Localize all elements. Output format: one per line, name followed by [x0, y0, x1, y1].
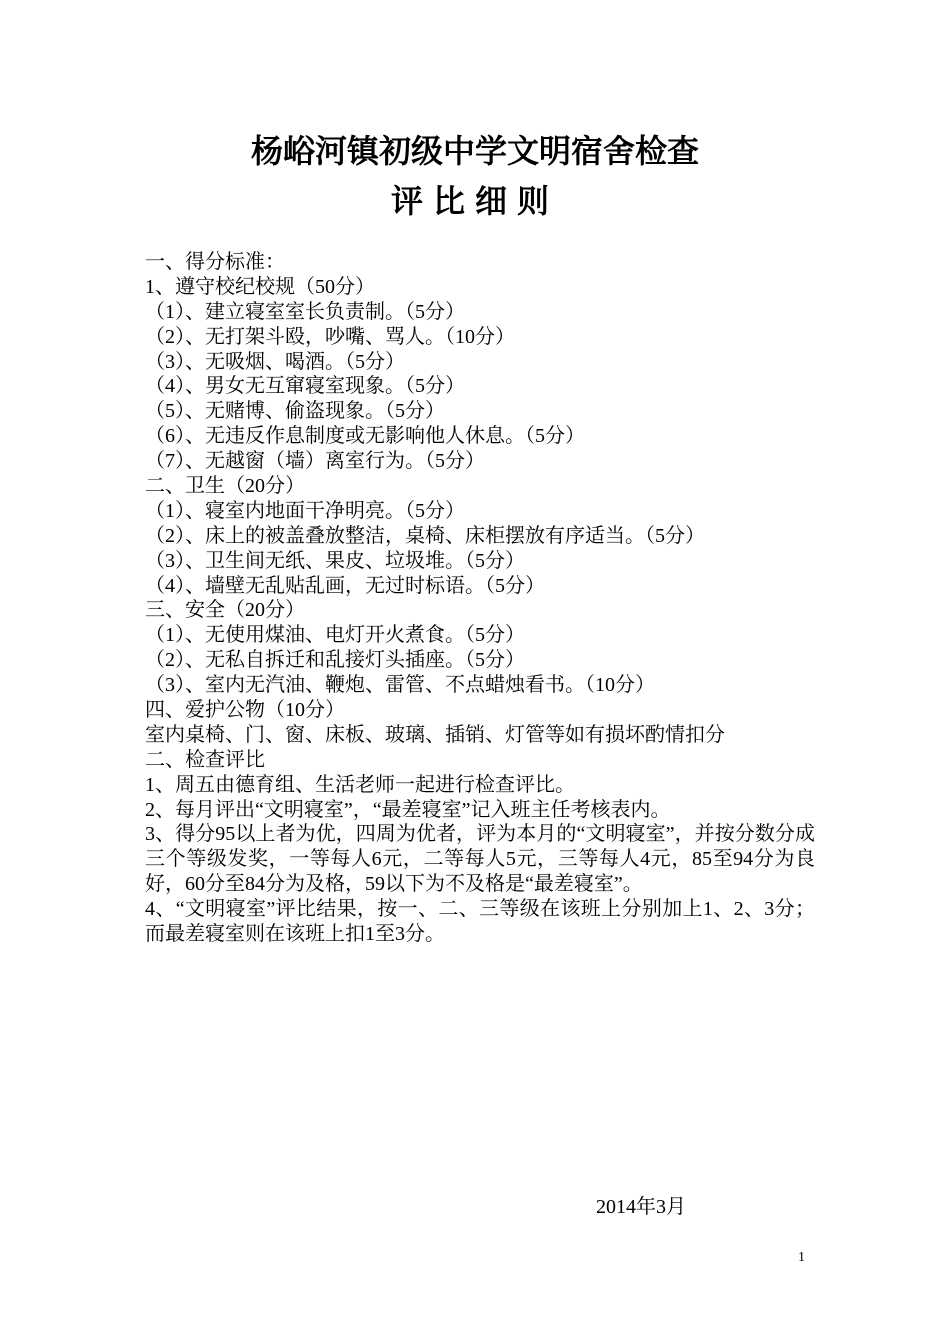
subsection-heading: 1、遵守校纪校规（50分）: [145, 275, 375, 298]
rule-item: （3）、室内无汽油、鞭炮、雷管、不点蜡烛看书。（10分）: [145, 674, 655, 697]
section-heading: 二、卫生（20分）: [145, 475, 305, 498]
procedure-paragraph: 4、“文明寝室”评比结果，按一、二、三等级在该班上分别加上1、2、3分；而最差寝室则在该班上扣1至3分。: [145, 898, 815, 946]
rule-item: （1）、寝室内地面干净明亮。（5分）: [145, 499, 465, 522]
rule-item: （3）、无吸烟、喝酒。（5分）: [145, 350, 405, 373]
section-heading: 三、安全（20分）: [145, 599, 305, 622]
procedure-item: 2、每月评出“文明寝室”，“最差寝室”记入班主任考核表内。: [145, 798, 671, 821]
procedure-item: 1、周五由德育组、生活老师一起进行检查评比。: [145, 773, 575, 796]
rule-item: （2）、无私自拆迁和乱接灯头插座。（5分）: [145, 649, 525, 672]
rule-item: （4）、墙壁无乱贴乱画，无过时标语。（5分）: [145, 574, 545, 597]
section-heading: 一、得分标准：: [145, 251, 285, 273]
procedure-paragraph: 3、得分95以上者为优，四周为优者，评为本月的“文明寝室”，并按分数分成三个等级发奖，一等每人6元，二等每人5元，三等每人4元，85至94分为良好，60分至84分为及格，59以下为不及格是“最差寝室”。: [145, 823, 815, 896]
page-number: 1: [798, 1250, 805, 1265]
section-heading: 二、检查评比: [145, 748, 265, 771]
rule-item: 室内桌椅、门、窗、床板、玻璃、插销、灯管等如有损坏酌情扣分: [145, 723, 725, 746]
rule-item: （3）、卫生间无纸、果皮、垃圾堆。（5分）: [145, 549, 525, 572]
rule-item: （4）、男女无互窜寝室现象。（5分）: [145, 375, 465, 398]
rule-item: （2）、床上的被盖叠放整洁，桌椅、床柜摆放有序适当。（5分）: [145, 524, 705, 547]
document-body: [145, 250, 815, 947]
rule-item: （5）、无赌博、偷盗现象。（5分）: [145, 400, 445, 423]
rule-item: （7）、无越窗（墙）离室行为。（5分）: [145, 450, 485, 473]
rule-item: （1）、建立寝室室长负责制。（5分）: [145, 300, 465, 323]
rule-item: （2）、无打架斗殴，吵嘴、骂人。（10分）: [145, 325, 515, 348]
section-heading: 四、爱护公物（10分）: [145, 699, 345, 722]
rule-item: （6）、无违反作息制度或无影响他人休息。（5分）: [145, 425, 585, 448]
document-date: 2014年3月: [596, 1196, 686, 1218]
document-subtitle: 评比细则: [390, 183, 559, 219]
document-title: 杨峪河镇初级中学文明宿舍检查: [250, 133, 699, 169]
rule-item: （1）、无使用煤油、电灯开火煮食。（5分）: [145, 624, 525, 647]
